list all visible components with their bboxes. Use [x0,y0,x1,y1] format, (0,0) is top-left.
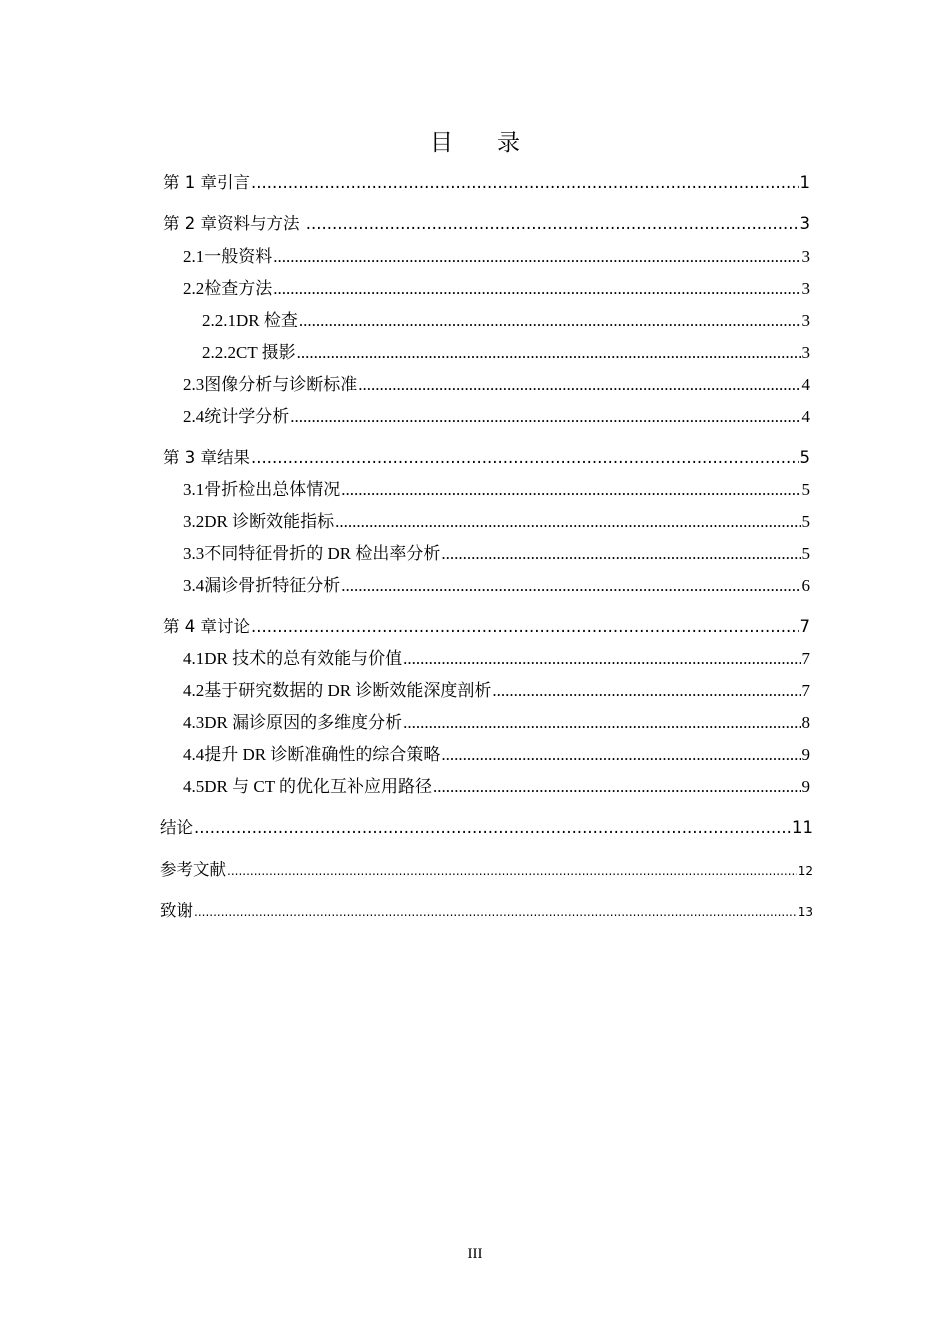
toc-entry-number: 4.2 [183,681,205,700]
toc-entry-label: 图像分析与诊断标准 [204,375,358,394]
toc-entry-number: 3.2 [183,512,205,531]
toc-entry-2-2-2[interactable] [202,340,810,366]
toc-entry-number: 3.3 [183,544,205,563]
toc-entry-page: 3 [801,247,810,266]
toc-entry-chapter-1[interactable] [163,170,810,196]
toc-entry-label: 致谢 [160,901,193,920]
toc-entry-2-3[interactable] [183,372,810,398]
toc-entry-number: 4.4 [183,745,205,764]
toc-entry-label: 骨折检出总体情况 [204,480,341,499]
toc-entry-page: 5 [799,448,810,467]
toc-entry-3-2[interactable] [183,509,810,535]
toc-entry-chapter-3[interactable] [163,445,810,471]
toc-entry-page: 5 [801,512,810,531]
toc-entry-label: 漏诊骨折特征分析 [204,576,341,595]
toc-entry-number: 第 2 章 [163,214,217,233]
toc-entry-page: 3 [801,279,810,298]
toc-entry-2-2-1[interactable] [202,308,810,334]
toc-entry-references[interactable] [160,857,813,883]
toc-entry-label: CT 摄影 [236,343,296,362]
toc-entry-page: 3 [801,311,810,330]
toc-entry-chapter-4[interactable] [163,614,810,640]
toc-leader-dots [335,509,800,535]
toc-entry-2-4[interactable] [183,404,810,430]
toc-entry-page: 6 [801,576,810,595]
toc-entry-label: DR 漏诊原因的多维度分析 [204,713,403,732]
toc-entry-number: 4.3 [183,713,205,732]
toc-entry-label: 统计学分析 [204,407,290,426]
toc-entry-label: 引言 [217,173,250,192]
toc-leader-dots [341,477,800,503]
toc-entry-number: 第 3 章 [163,448,217,467]
toc-leader-dots [299,308,801,334]
toc-title-part2: 录 [497,130,520,156]
toc-leader-dots [251,445,799,471]
toc-leader-dots [227,858,797,883]
toc-leader-dots [441,541,800,567]
toc-leader-dots [358,372,800,398]
toc-leader-dots [251,614,799,640]
toc-title [0,124,950,157]
toc-entry-label: DR 与 CT 的优化互补应用路径 [204,777,433,796]
toc-entry-page: 4 [801,407,810,426]
toc-leader-dots [306,211,799,237]
toc-entry-number: 2.3 [183,375,205,394]
toc-entry-number: 第 4 章 [163,617,217,636]
toc-entry-3-3[interactable] [183,541,810,567]
toc-entry-number: 2.2 [183,279,205,298]
toc-entry-page: 3 [799,214,810,233]
toc-entry-page: 1 [799,173,810,192]
toc-entry-number: 4.1 [183,649,205,668]
toc-entry-label: DR 技术的总有效能与价值 [204,649,403,668]
toc-entry-label: 资料与方法 [217,214,305,233]
toc-entry-number: 3.4 [183,576,205,595]
toc-leader-dots [433,774,800,800]
toc-entry-label: DR 检查 [236,311,298,330]
toc-entry-number: 2.2.1 [202,311,236,330]
toc-entry-number: 2.1 [183,247,205,266]
toc-entry-label: 检查方法 [204,279,273,298]
toc-entry-label: 一般资料 [204,247,273,266]
toc-entry-page: 11 [792,818,813,837]
toc-entry-page: 7 [801,681,810,700]
toc-entry-page: 4 [801,375,810,394]
toc-leader-dots [297,340,801,366]
toc-entry-label: 讨论 [217,617,250,636]
toc-entry-chapter-2[interactable] [163,211,810,237]
toc-entry-label: 参考文献 [160,860,226,879]
toc-entry-4-5[interactable] [183,774,810,800]
toc-entry-3-4[interactable] [183,573,810,599]
toc-entry-2-1[interactable] [183,244,810,270]
toc-entry-number: 4.5 [183,777,205,796]
toc-leader-dots [194,899,797,924]
toc-entry-page: 12 [797,864,813,878]
toc-leader-dots [403,710,800,736]
toc-entry-page: 9 [801,777,810,796]
toc-entry-label: 提升 DR 诊断准确性的综合策略 [204,745,441,764]
toc-entry-page: 3 [801,343,810,362]
toc-leader-dots [251,170,799,196]
toc-leader-dots [290,404,800,430]
toc-entry-label: 结果 [217,448,250,467]
toc-leader-dots [273,276,800,302]
toc-leader-dots [341,573,800,599]
toc-entry-page: 7 [801,649,810,668]
page-number: III [467,1246,483,1262]
toc-entry-conclusion[interactable] [160,815,813,841]
toc-entry-page: 5 [801,480,810,499]
toc-leader-dots [194,815,791,841]
toc-entry-label: 不同特征骨折的 DR 检出率分析 [204,544,441,563]
toc-entry-page: 7 [799,617,810,636]
toc-entry-label: DR 诊断效能指标 [204,512,335,531]
toc-entry-page: 5 [801,544,810,563]
toc-leader-dots [492,678,800,704]
toc-entry-4-4[interactable] [183,742,810,768]
toc-leader-dots [403,646,800,672]
toc-entry-3-1[interactable] [183,477,810,503]
toc-entry-2-2[interactable] [183,276,810,302]
toc-entry-page: 8 [801,713,810,732]
toc-leader-dots [441,742,800,768]
toc-entry-label: 结论 [160,818,193,837]
toc-entry-label: 基于研究数据的 DR 诊断效能深度剖析 [204,681,492,700]
toc-entry-4-3[interactable] [183,710,810,736]
toc-entry-number: 3.1 [183,480,205,499]
toc-entry-4-2[interactable] [183,678,810,704]
toc-entry-page: 13 [797,905,813,919]
toc-entry-number: 2.4 [183,407,205,426]
toc-entry-number: 第 1 章 [163,173,217,192]
toc-entry-number: 2.2.2 [202,343,236,362]
toc-entry-page: 9 [801,745,810,764]
toc-title-part1: 目 [430,130,453,156]
toc-entry-4-1[interactable] [183,646,810,672]
toc-leader-dots [273,244,800,270]
toc-entry-acknowledgements[interactable] [160,898,813,924]
